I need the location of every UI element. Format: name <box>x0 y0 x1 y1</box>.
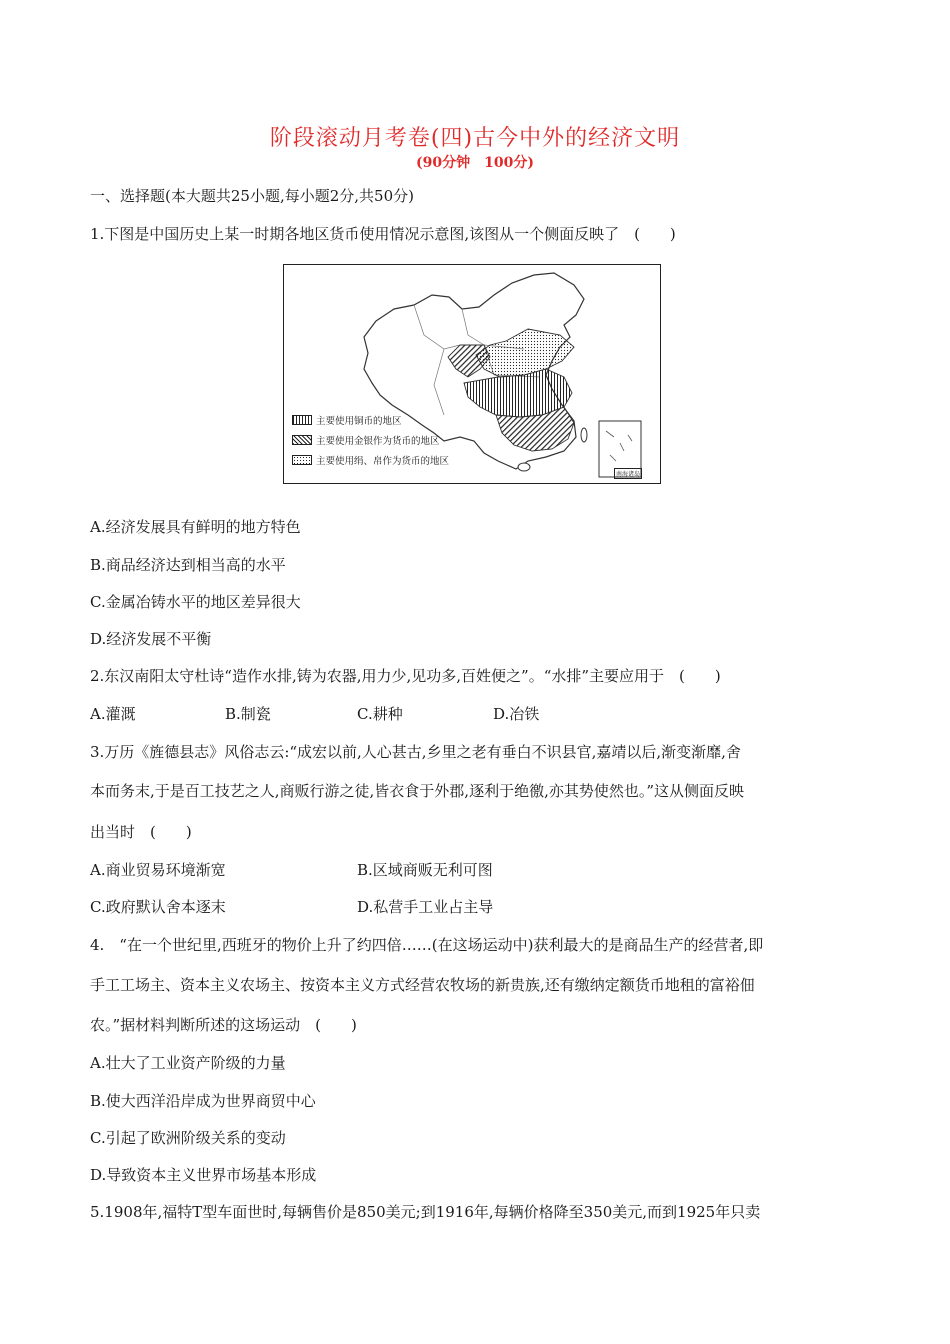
q2-option-c[interactable]: C.耕种 <box>357 705 403 723</box>
exam-subtitle: (90分钟 100分) <box>416 155 534 171</box>
gold-silver-pattern-icon <box>292 435 312 445</box>
currency-map-figure <box>283 264 661 484</box>
china-map-icon <box>284 265 659 482</box>
q2-stem: 2.东汉南阳太守杜诗“造作水排,铸为农器,用力少,见功多,百姓便之”。“水排”主要应用于 ( ) <box>90 667 721 685</box>
legend-gold-silver <box>292 433 440 447</box>
legend-silk <box>292 453 449 467</box>
q3-stem-line-3: 出当时 ( ) <box>90 823 192 841</box>
legend-silk-label: 主要使用绢、帛作为货币的地区 <box>316 456 450 467</box>
q3-option-b[interactable]: B.区域商贩无利可图 <box>357 861 493 879</box>
q4-stem-line-1: 4. “在一个世纪里,西班牙的物价上升了约四倍……(在这场运动中)获利最大的是商品生产的经营者,即 <box>90 936 764 954</box>
q1-option-b[interactable]: B.商品经济达到相当高的水平 <box>90 556 286 574</box>
section-heading: 一、选择题(本大题共25小题,每小题2分,共50分) <box>90 187 414 205</box>
q4-stem-line-3: 农。”据材料判断所述的这场运动 ( ) <box>90 1016 357 1034</box>
silk-pattern-icon <box>292 455 312 465</box>
q1-option-a[interactable]: A.经济发展具有鲜明的地方特色 <box>90 518 301 536</box>
q4-option-a[interactable]: A.壮大了工业资产阶级的力量 <box>90 1054 286 1072</box>
legend-copper <box>292 413 402 427</box>
q3-stem-line-2: 本而务末,于是百工技艺之人,商贩行游之徒,皆衣食于外郡,逐利于绝徼,亦其势使然也。”这从侧面反映 <box>90 782 745 800</box>
q2-option-a[interactable]: A.灌溉 <box>90 705 136 723</box>
q3-stem-line-1: 3.万历《旌德县志》风俗志云:“成宏以前,人心甚古,乡里之老有垂白不识县官,嘉靖以后,渐变渐靡,舍 <box>90 743 741 761</box>
q4-stem-line-2: 手工工场主、资本主义农场主、按资本主义方式经营农牧场的新贵族,还有缴纳定额货币地租的富裕佃 <box>90 976 755 994</box>
exam-title: 阶段滚动月考卷(四)古今中外的经济文明 <box>269 126 681 151</box>
q3-option-c[interactable]: C.政府默认舍本逐末 <box>90 898 226 916</box>
inset-label: 南海诸岛 <box>614 468 642 479</box>
q3-option-d[interactable]: D.私营手工业占主导 <box>357 898 494 916</box>
q5-stem: 5.1908年,福特T型车面世时,每辆售价是850美元;到1916年,每辆价格降至350美元,而到1925年只卖 <box>90 1203 761 1221</box>
q4-option-b[interactable]: B.使大西洋沿岸成为世界商贸中心 <box>90 1092 316 1110</box>
q2-option-d[interactable]: D.冶铁 <box>493 705 540 723</box>
q1-option-c[interactable]: C.金属冶铸水平的地区差异很大 <box>90 593 301 611</box>
q1-stem: 1.下图是中国历史上某一时期各地区货币使用情况示意图,该图从一个侧面反映了 ( ) <box>90 225 676 243</box>
q3-option-a[interactable]: A.商业贸易环境渐宽 <box>90 861 226 879</box>
legend-gold-silver-label: 主要使用金银作为货币的地区 <box>316 436 440 447</box>
q1-option-d[interactable]: D.经济发展不平衡 <box>90 630 212 648</box>
q4-option-d[interactable]: D.导致资本主义世界市场基本形成 <box>90 1166 317 1184</box>
q2-option-b[interactable]: B.制瓷 <box>225 705 271 723</box>
q4-option-c[interactable]: C.引起了欧洲阶级关系的变动 <box>90 1129 286 1147</box>
copper-pattern-icon <box>292 415 312 425</box>
legend-copper-label: 主要使用铜币的地区 <box>316 416 402 427</box>
